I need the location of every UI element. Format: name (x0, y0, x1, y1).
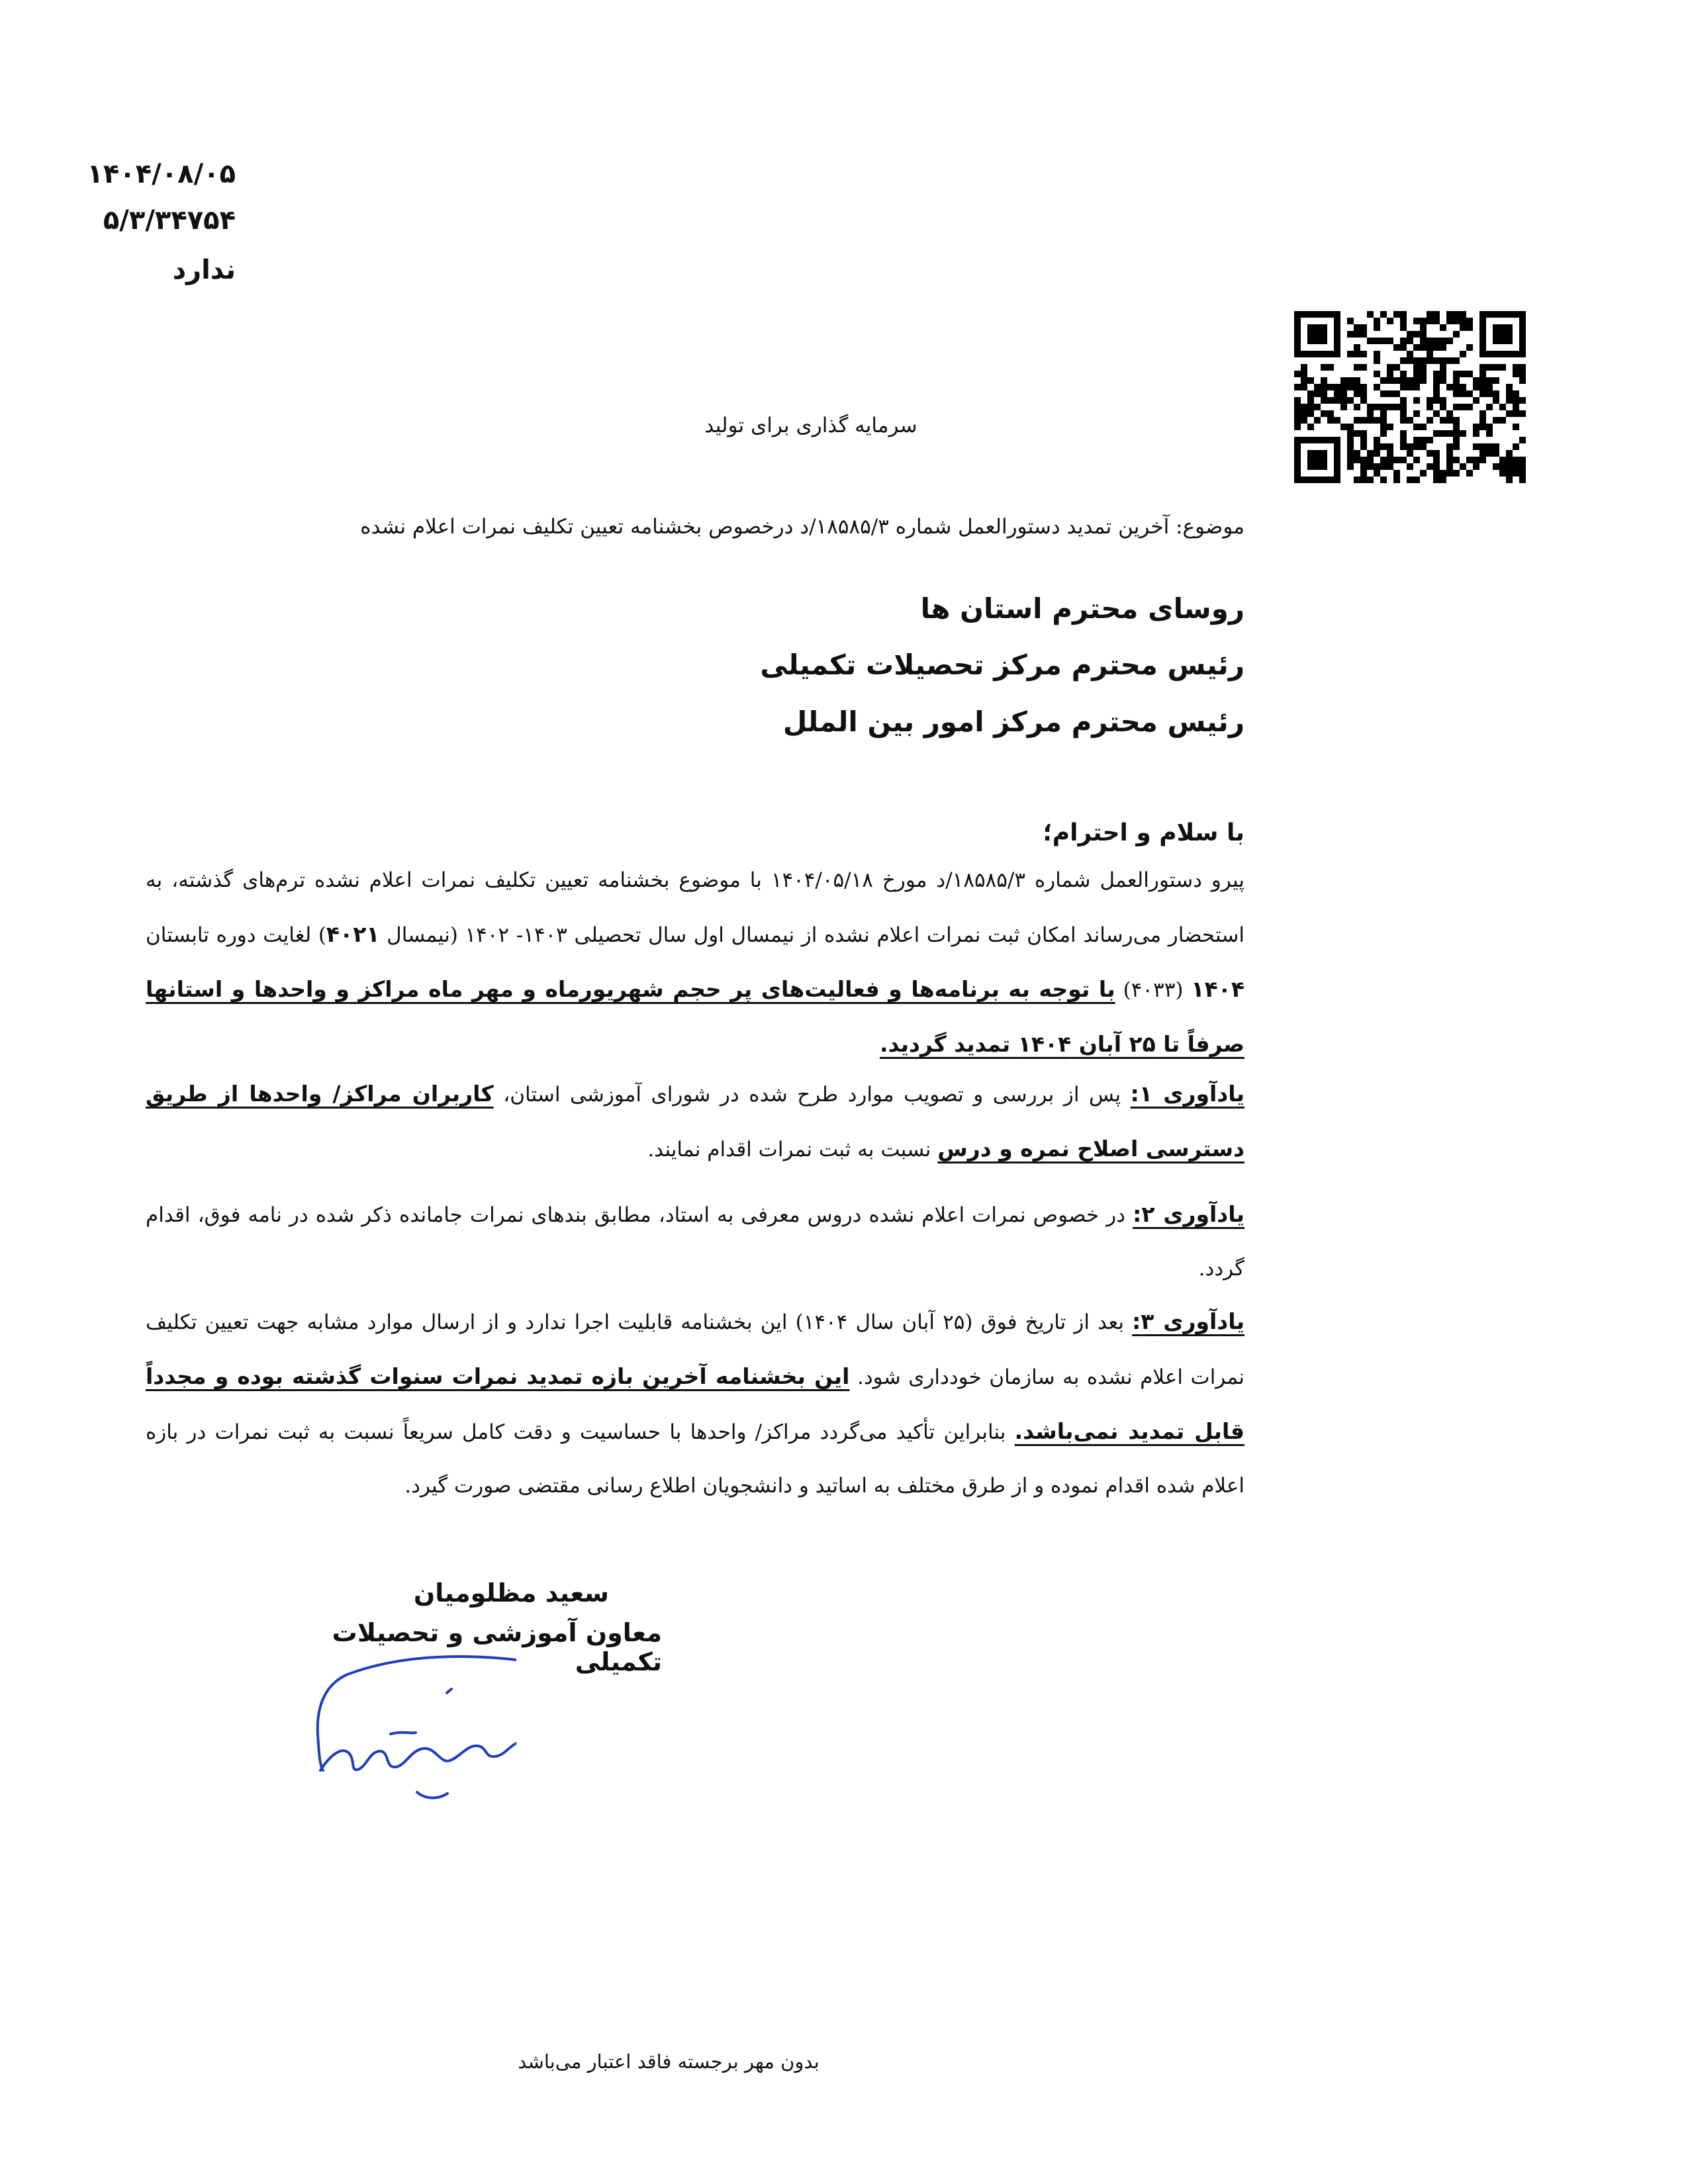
addressee-provinces: روسای محترم استان ها (920, 592, 1244, 625)
p1-text-3: (۴۰۳۳) (1115, 978, 1192, 1002)
letter-number: ۵/۳/۳۴۷۵۴ (103, 205, 236, 236)
p1-semester-code: ۴۰۲۱ (326, 921, 380, 947)
signer-name: سعید مظلومیان (413, 1578, 609, 1608)
reminder-3-text-2: بنابراین تأکید می‌گردد مراکز/ واحدها با حساسیت و دقت کامل سریعاً نسبت به ثبت نمرات در بازه اعلام شده اقدام نموده و از طرق مختلف به اساتید و دانشجویان اطلاع رسانی مقتضی صورت گیرد. (146, 1420, 1244, 1498)
reminder-1-label: یادآوری ۱: (1130, 1081, 1244, 1107)
reminder-3-label: یادآوری ۳: (1132, 1308, 1244, 1334)
reminder-2-label: یادآوری ۲: (1133, 1201, 1244, 1227)
qr-code (1294, 311, 1526, 483)
addressee-graduate-center: رئیس محترم مرکز تحصیلات تکمیلی (760, 649, 1244, 681)
p1-year: ۱۴۰۴ (1191, 976, 1244, 1002)
reminder-2-text: در خصوص نمرات اعلام نشده دروس معرفی به استاد، مطابق بندهای نمرات جامانده ذکر شده در نامه فوق، اقدام گردد. (146, 1203, 1244, 1281)
reminder-1-emphasis: کاربران مراکز/ واحدها از طریق دسترسی اصلاح نمره و درس (146, 1081, 1244, 1161)
signer-title: معاون آموزشی و تحصیلات تکمیلی (332, 1618, 662, 1676)
addressee-international-center: رئیس محترم مرکز امور بین الملل (782, 705, 1244, 738)
reminder-1-text-1: پس از بررسی و تصویب موارد طرح شده در شورای آموزشی استان، (493, 1083, 1131, 1107)
p1-extension-deadline: با توجه به برنامه‌ها و فعالیت‌های پر حجم شهریورماه و مهر ماه مراکز و واحدها و استانها صرفاً تا ۲۵ آبان ۱۴۰۴ تمدید گردید. (146, 976, 1244, 1057)
p1-text-1: پیرو دستورالعمل شماره ۱۸۵۸۵/۳/د مورخ ۱۴۰۴/۰۵/۱۸ با موضوع بخشنامه تعیین تکلیف نمرات اعلام نشده ترم‌های گذشته، به استحضار می‌رساند امکان ثبت نمرات اعلام نشده از نیمسال اول سال تحصیلی ۱۴۰۳- ۱۴۰۲ (نیمسال (146, 868, 1244, 947)
reminder-3-text-1: بعد از تاریخ فوق (۲۵ آبان سال ۱۴۰۴) این بخشنامه قابلیت اجرا ندارد و از ارسال موارد مشابه جهت تعیین تکلیف نمرات اعلام نشده به سازمان خودداری شود. (146, 1310, 1245, 1389)
reminder-1 (146, 1067, 1244, 1177)
reminder-1-text-2: نسبت به ثبت نمرات اقدام نمایند. (647, 1138, 938, 1161)
letter-date: ۱۴۰۴/۰۸/۰۵ (87, 159, 236, 189)
reminder-3 (146, 1295, 1244, 1513)
handwritten-signature (311, 1635, 516, 1833)
greeting: با سلام و احترام؛ (1043, 819, 1244, 846)
letter-subject: موضوع: آخرین تمدید دستورالعمل شماره ۱۸۵۸۵/۳/د درخصوص بخشنامه تعیین تکلیف نمرات اعلام نشده (360, 515, 1244, 539)
p1-text-2: ) لغایت دوره تابستان (146, 923, 326, 947)
body-paragraph-main (146, 854, 1244, 1072)
slogan: سرمایه گذاری برای تولید (704, 414, 917, 437)
letter-attachment: ندارد (172, 255, 236, 285)
footer-validity-note: بدون مهر برجسته فاقد اعتبار می‌باشد (518, 2050, 820, 2073)
reminder-2 (146, 1187, 1244, 1296)
reminder-3-emphasis: این بخشنامه آخرین بازه تمدید نمرات سنوات گذشته بوده و مجدداً قابل تمدید نمی‌باشد. (146, 1363, 1244, 1444)
